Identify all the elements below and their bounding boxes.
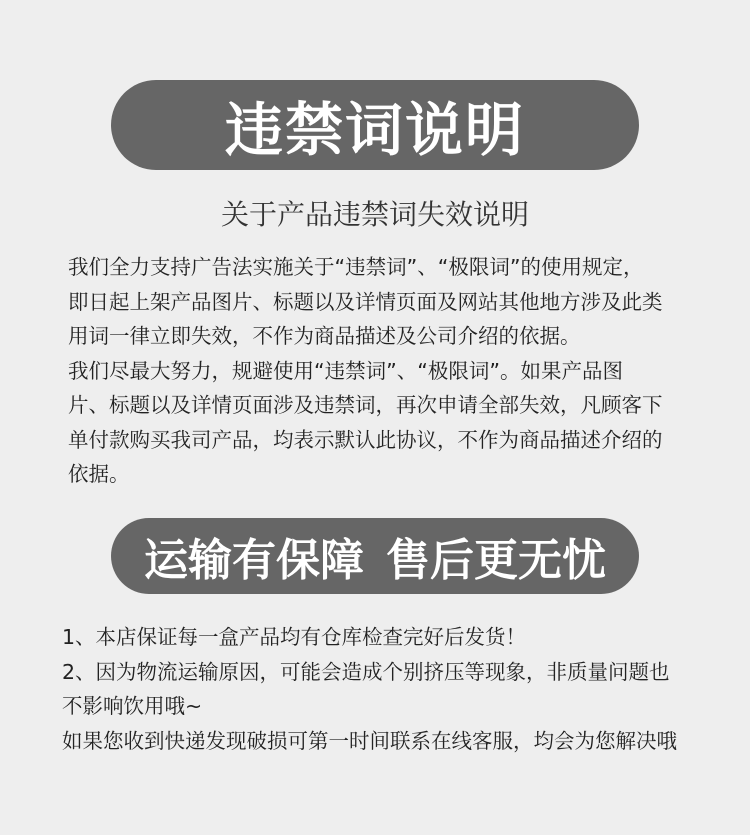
section-subtitle: 关于产品违禁词失效说明 [220,198,529,231]
statement-line: 我们尽最大努力，规避使用“违禁词”、“极限词”。如果产品图 [68,358,623,383]
note-line: 2、因为物流运输原因，可能会造成个别挤压等现象，非质量问题也 [62,659,670,684]
statement-line: 单付款购买我司产品，均表示默认此协议，不作为商品描述介绍的 [68,427,663,452]
statement-line: 即日起上架产品图片、标题以及详情页面及网站其他地方涉及此类 [68,289,663,314]
banner-violation-words [111,80,639,170]
statement-line: 用词一律立即失效，不作为商品描述及公司介绍的依据。 [68,324,581,348]
banner-shipping-guarantee [111,518,639,594]
note-line: 如果您收到快递发现破损可第一时间联系在线客服，均会为您解决哦 [62,728,677,753]
note-line: 1、本店保证每一盒产品均有仓库检查完好后发货！ [62,625,527,649]
shipping-notes [62,620,712,758]
banner-title: 违禁词说明 [224,96,525,164]
statement-line: 依据。 [68,462,130,486]
note-line: 不影响饮用哦~ [62,694,203,718]
banner-title-left: 运输有保障 [144,535,364,586]
violation-words-statement [68,250,708,492]
banner-title-right: 售后更无忧 [386,535,606,586]
statement-line: 我们全力支持广告法实施关于“违禁词”、“极限词”的使用规定， [68,255,644,279]
statement-line: 片、标题以及详情页面涉及违禁词，再次申请全部失效，凡顾客下 [68,393,663,417]
